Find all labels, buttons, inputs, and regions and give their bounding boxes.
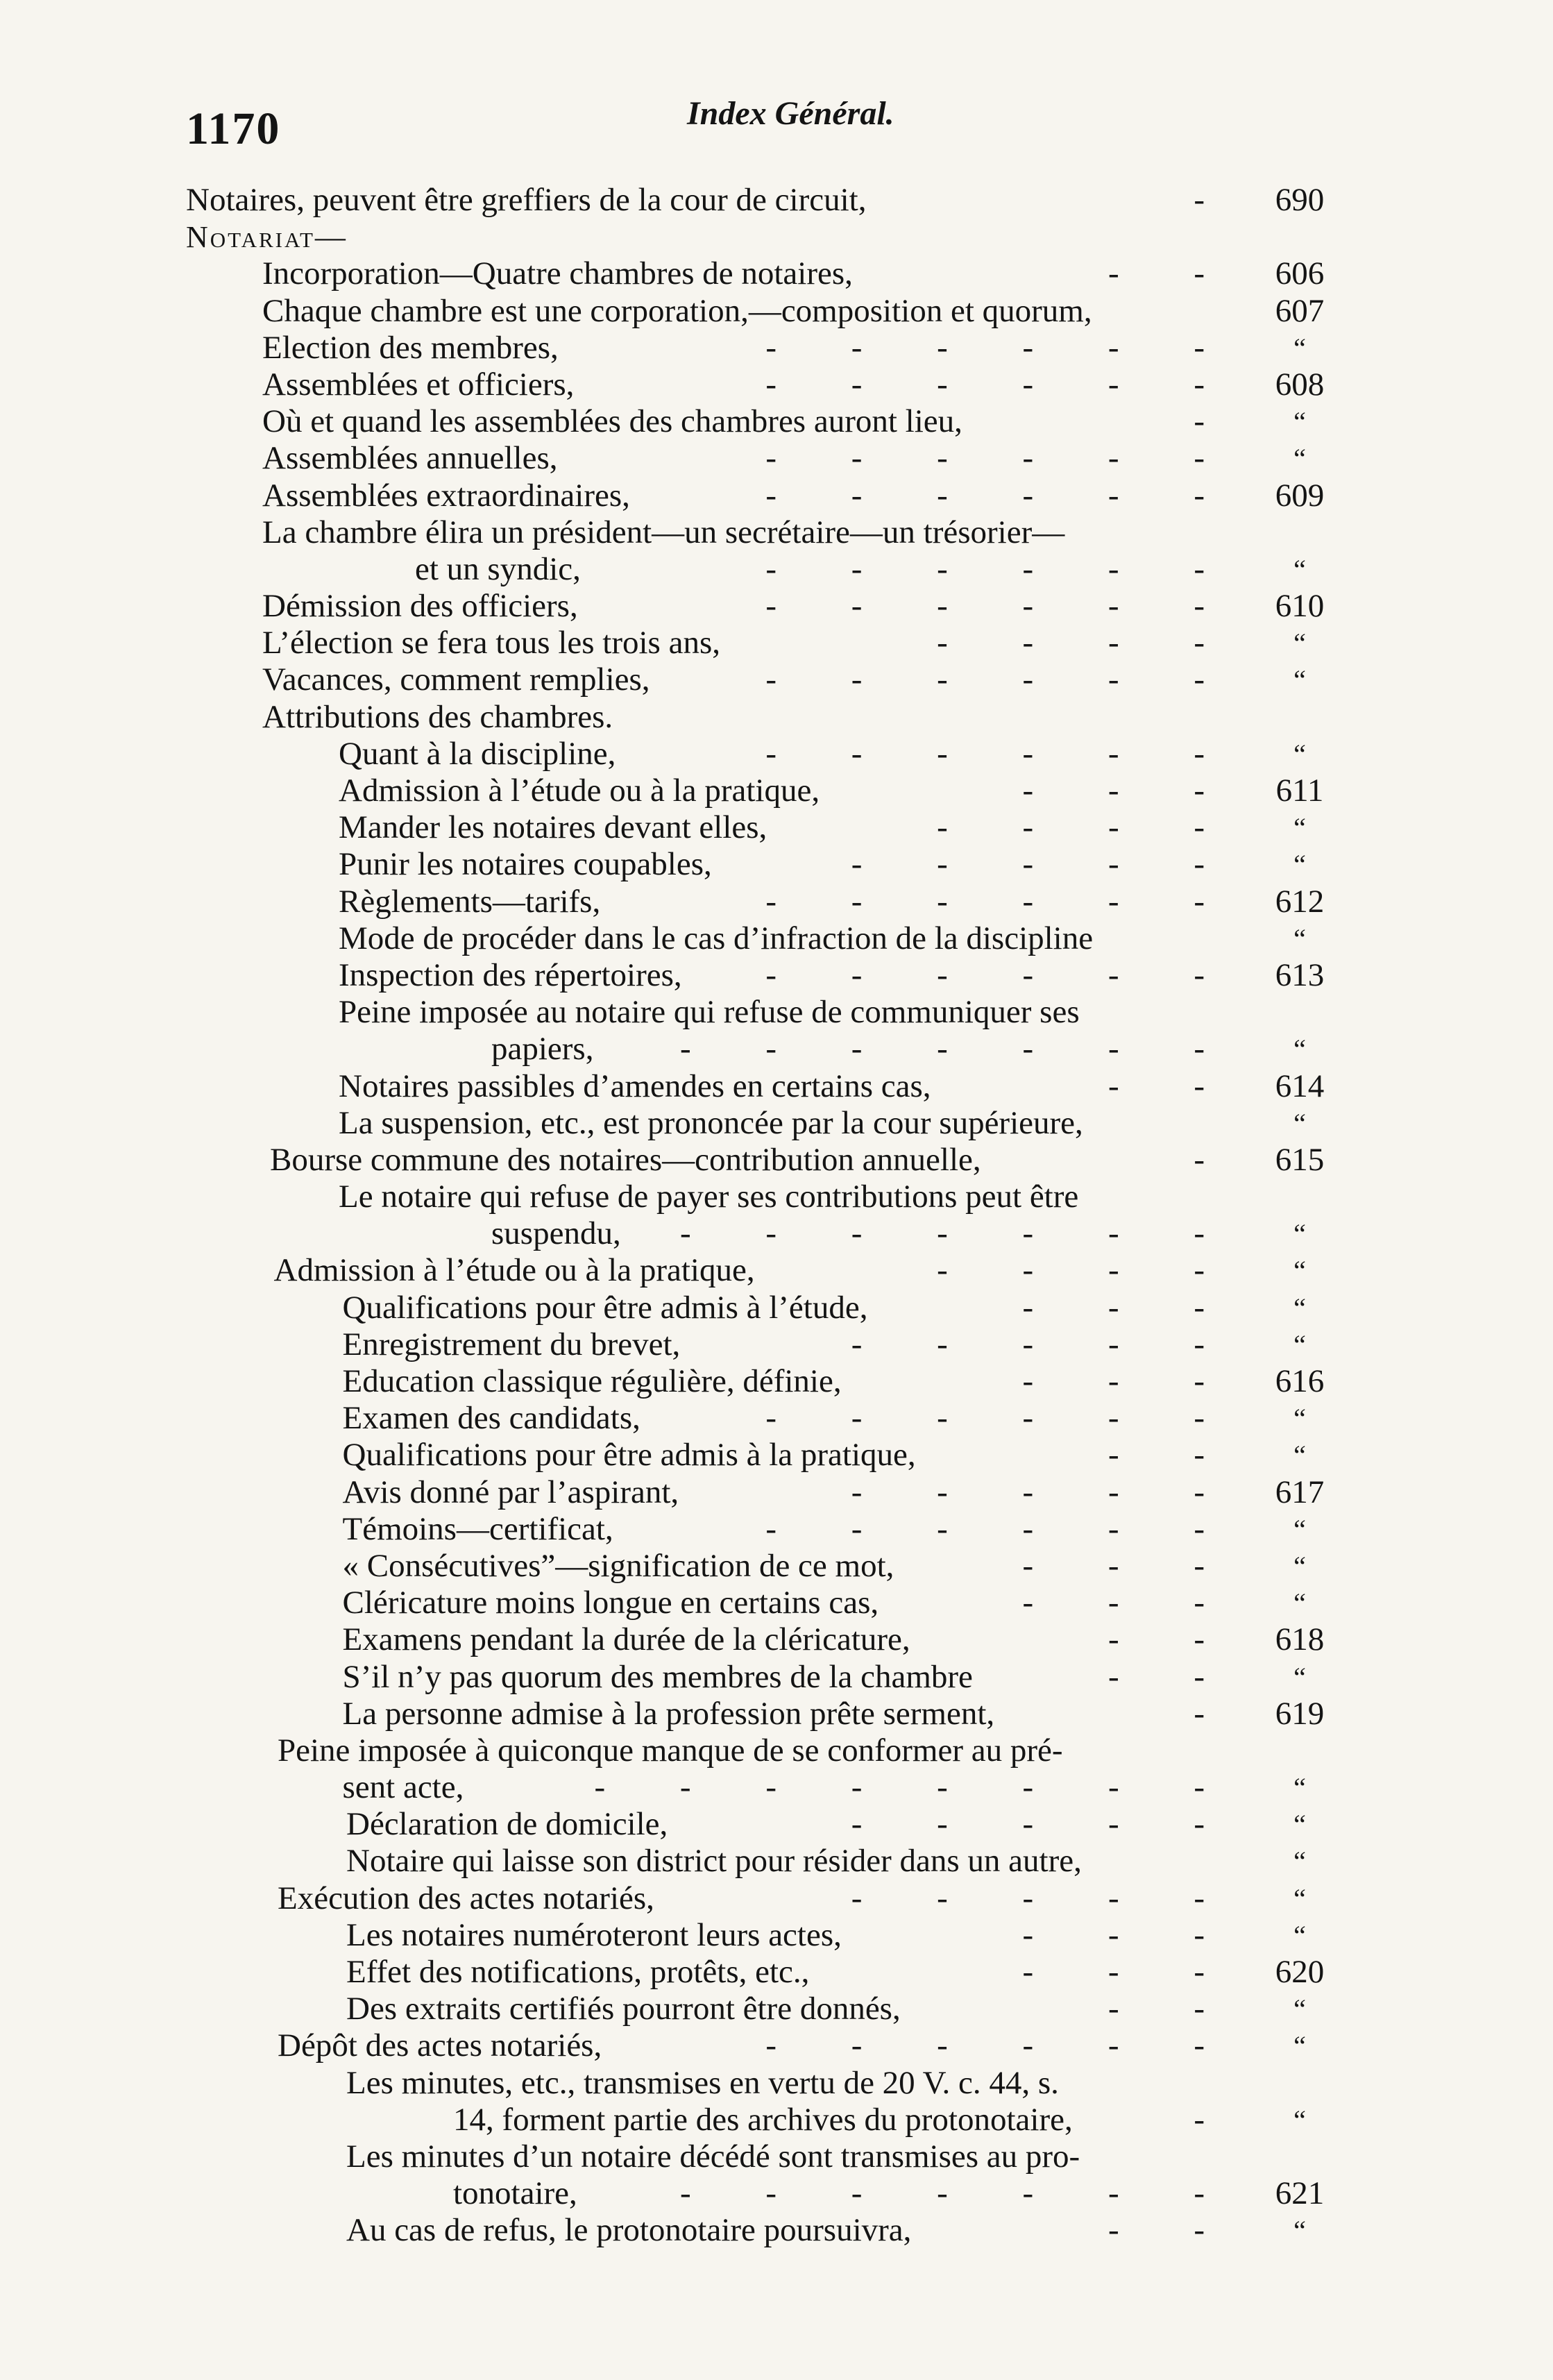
entry-text: Les minutes d’un notaire décédé sont transmises au pro- <box>346 2138 1080 2175</box>
entry-text: Assemblées extraordinaires, <box>262 477 630 514</box>
leader-dashes: - - - - - <box>851 1474 1206 1510</box>
index-entry <box>186 588 1352 625</box>
ditto-mark: “ <box>1293 1033 1306 1065</box>
entry-text: S’il n’y pas quorum des membres de la chambre <box>342 1658 973 1695</box>
index-entry <box>186 846 1352 883</box>
page-reference: 611 <box>1275 773 1324 809</box>
ditto-mark: “ <box>1293 2104 1306 2136</box>
leader-dashes: - - - - - <box>851 1880 1206 1916</box>
index-entry <box>186 1843 1352 1880</box>
page-reference: 690 <box>1275 182 1325 218</box>
page-reference: 613 <box>1275 956 1325 993</box>
leader-dashes: - - <box>1108 1658 1206 1695</box>
ditto-mark: “ <box>1293 443 1306 475</box>
leader-dashes: - - <box>1108 255 1206 292</box>
index-entry <box>186 1621 1352 1658</box>
entry-text: Education classique régulière, définie, <box>342 1363 842 1399</box>
leader-dashes: - - - - - - - <box>679 1031 1206 1067</box>
entry-text: Vacances, comment remplies, <box>262 661 650 698</box>
leader-dashes: - - - - <box>937 625 1206 661</box>
index-entry <box>186 403 1352 440</box>
leader-dashes: - - <box>1108 1991 1206 2027</box>
entry-text: Les notaires numéroteront leurs actes, <box>346 1916 842 1953</box>
leader-dashes: - - - - - <box>851 1326 1206 1362</box>
leader-dashes: - - - <box>1022 1289 1206 1326</box>
ditto-mark: “ <box>1293 332 1306 364</box>
entry-text: Où et quand les assemblées des chambres auront lieu, <box>262 403 962 440</box>
index-entry <box>186 2212 1352 2249</box>
ditto-mark: “ <box>1293 1772 1306 1804</box>
ditto-mark: “ <box>1293 1846 1306 1877</box>
ditto-mark: “ <box>1293 664 1306 696</box>
index-entry <box>186 1290 1352 1326</box>
entry-text: Au cas de refus, le protonotaire poursuivra, <box>346 2212 912 2249</box>
entry-text: Examens pendant la durée de la cléricature, <box>342 1621 910 1658</box>
page-reference: 614 <box>1275 1067 1325 1104</box>
index-entry <box>186 1400 1352 1437</box>
ditto-mark: “ <box>1293 406 1306 438</box>
leader-dashes: - - - - - - <box>765 2027 1206 2064</box>
index-entry <box>186 1031 1352 1067</box>
leader-dashes: - - - - - - <box>765 440 1206 477</box>
ditto-mark: “ <box>1293 1587 1306 1619</box>
ditto-mark: “ <box>1293 553 1306 585</box>
entry-text: La suspension, etc., est prononcée par la cour supérieure, <box>339 1104 1083 1141</box>
entry-text: Notaires passibles d’amendes en certains cas, <box>339 1067 931 1104</box>
entry-text: La chambre élira un président—un secrétaire—un trésorier— <box>262 514 1065 550</box>
index-entry <box>186 1068 1352 1105</box>
leader-dashes: - - <box>1108 2212 1206 2249</box>
leader-dashes: - - - - - - <box>765 883 1206 920</box>
page-reference: 619 <box>1275 1695 1325 1732</box>
leader-dashes: - - - - - - <box>765 588 1206 625</box>
entry-text: Règlements—tarifs, <box>339 883 601 920</box>
index-entry <box>186 1696 1352 1732</box>
entry-text: Mander les notaires devant elles, <box>339 809 767 846</box>
leader-dashes: - - <box>1108 1621 1206 1658</box>
index-entry <box>186 219 1352 255</box>
index-entry <box>186 2138 1352 2175</box>
leader-dashes: - <box>1194 182 1206 218</box>
leader-dashes: - - - - - - <box>765 661 1206 698</box>
leader-dashes: - - - - - - <box>765 1510 1206 1547</box>
entry-text: Témoins—certificat, <box>342 1510 613 1547</box>
index-entry <box>186 1769 1352 1806</box>
leader-dashes: - - - <box>1022 1954 1206 1990</box>
index-entry <box>186 2065 1352 2102</box>
entry-text: Des extraits certifiés pourront être donnés, <box>346 1991 901 2027</box>
index-entry <box>186 293 1352 330</box>
page-reference: 610 <box>1275 588 1325 625</box>
index-entry <box>186 1437 1352 1474</box>
page-reference: 616 <box>1275 1363 1325 1399</box>
leader-dashes: - - <box>1108 1067 1206 1104</box>
page-reference: 620 <box>1275 1954 1325 1990</box>
entry-text: Examen des candidats, <box>342 1400 640 1437</box>
entry-text: Effet des notifications, protêts, etc., <box>346 1954 810 1990</box>
page-number: 1170 <box>186 103 281 154</box>
index-entry <box>186 478 1352 514</box>
index-entry <box>186 1142 1352 1179</box>
entry-text: Qualifications pour être admis à l’étude, <box>342 1289 868 1326</box>
ditto-mark: “ <box>1293 1292 1306 1324</box>
entry-text: Admission à l’étude ou à la pratique, <box>273 1252 755 1289</box>
entry-text: Notaire qui laisse son district pour résider dans un autre, <box>346 1843 1082 1880</box>
page-reference: 608 <box>1275 366 1325 403</box>
index-entry <box>186 699 1352 736</box>
ditto-mark: “ <box>1293 1440 1306 1471</box>
leader-dashes: - - - - - <box>851 1806 1206 1843</box>
ditto-mark: “ <box>1293 1993 1306 2025</box>
entry-text: Qualifications pour être admis à la pratique, <box>342 1437 916 1474</box>
leader-dashes: - - - - - - <box>765 366 1206 403</box>
ditto-mark: “ <box>1293 849 1306 881</box>
leader-dashes: - - - - <box>937 809 1206 846</box>
leader-dashes: - <box>1194 2101 1206 2138</box>
index-entry <box>186 773 1352 809</box>
index-entry <box>186 330 1352 366</box>
entry-text: Chaque chambre est une corporation,—composition et quorum, <box>262 292 1092 329</box>
index-entry <box>186 994 1352 1031</box>
page-reference: 607 <box>1275 292 1325 329</box>
ditto-mark: “ <box>1293 1328 1306 1360</box>
entry-text: Incorporation—Quatre chambres de notaires, <box>262 255 853 292</box>
leader-dashes: - - - - - <box>851 846 1206 883</box>
page-reference: 618 <box>1275 1621 1325 1658</box>
entry-text: Dépôt des actes notariés, <box>278 2027 602 2064</box>
ditto-mark: “ <box>1293 1882 1306 1914</box>
ditto-mark: “ <box>1293 1661 1306 1693</box>
entry-text: Bourse commune des notaires—contribution annuelle, <box>270 1141 981 1178</box>
ditto-mark: “ <box>1293 1919 1306 1951</box>
ditto-mark: “ <box>1293 1218 1306 1250</box>
entry-text: 14, forment partie des archives du protonotaire, <box>453 2101 1073 2138</box>
index-entry <box>186 1252 1352 1289</box>
leader-dashes: - - - <box>1022 1916 1206 1953</box>
entry-text: Avis donné par l’aspirant, <box>342 1474 679 1510</box>
entry-text: Admission à l’étude ou à la pratique, <box>339 773 820 809</box>
index-entry <box>186 1585 1352 1621</box>
entry-text: Peine imposée au notaire qui refuse de communiquer ses <box>339 994 1080 1031</box>
ditto-mark: “ <box>1293 922 1306 954</box>
leader-dashes: - - - - - - - <box>679 1215 1206 1252</box>
entry-text: sent acte, <box>342 1769 464 1806</box>
entry-text: Démission des officiers, <box>262 588 578 625</box>
index-entry <box>186 920 1352 957</box>
index-entry <box>186 736 1352 773</box>
entry-text: tonotaire, <box>453 2175 577 2212</box>
index-entry <box>186 2027 1352 2064</box>
entry-text: suspendu, <box>491 1215 621 1252</box>
index-entry <box>186 1917 1352 1954</box>
leader-dashes: - - - - - - <box>765 550 1206 587</box>
index-entry <box>186 255 1352 292</box>
leader-dashes: - <box>1194 1695 1206 1732</box>
entry-text: Notariat— <box>186 220 348 255</box>
entry-text: Election des membres, <box>262 329 559 366</box>
page-reference: 615 <box>1275 1141 1325 1178</box>
index-entry <box>186 2175 1352 2212</box>
ditto-mark: “ <box>1293 1255 1306 1287</box>
index-entry <box>186 1511 1352 1548</box>
page-reference: 617 <box>1275 1474 1325 1510</box>
ditto-mark: “ <box>1293 1809 1306 1841</box>
leader-dashes: - <box>1194 1141 1206 1178</box>
entry-text: « Consécutives”—signification de ce mot, <box>342 1547 894 1584</box>
ditto-mark: “ <box>1293 2030 1306 2062</box>
entry-text: Assemblées et officiers, <box>262 366 575 403</box>
entry-text: Le notaire qui refuse de payer ses contributions peut être <box>339 1179 1079 1215</box>
index-entry <box>186 1732 1352 1769</box>
leader-dashes: - - - - <box>937 1252 1206 1289</box>
ditto-mark: “ <box>1293 1403 1306 1435</box>
page-reference: 612 <box>1275 883 1325 920</box>
index-entry <box>186 1548 1352 1585</box>
index-entry <box>186 1474 1352 1511</box>
index-entry <box>186 1179 1352 1215</box>
entry-text: Quant à la discipline, <box>339 735 616 772</box>
ditto-mark: “ <box>1293 1550 1306 1582</box>
entry-text: Assemblées annuelles, <box>262 440 558 477</box>
index-entry <box>186 440 1352 477</box>
leader-dashes: - - - <box>1022 1585 1206 1621</box>
index-entry <box>186 1991 1352 2027</box>
entry-text: papiers, <box>491 1031 594 1067</box>
index-entry <box>186 1880 1352 1917</box>
entry-text: Enregistrement du brevet, <box>342 1326 681 1362</box>
entry-text: Mode de procéder dans le cas d’infraction de la discipline <box>339 920 1094 956</box>
index-entry <box>186 2102 1352 2138</box>
index-entry <box>186 1215 1352 1252</box>
entry-text: Déclaration de domicile, <box>346 1806 668 1843</box>
running-title: Index Général. <box>687 95 894 132</box>
index-entry <box>186 661 1352 698</box>
leader-dashes: - - - - - - <box>765 477 1206 514</box>
entry-text: Attributions des chambres. <box>262 698 613 735</box>
index-entry <box>186 625 1352 661</box>
entry-text: Peine imposée à quiconque manque de se conformer au pré- <box>278 1732 1063 1769</box>
ditto-mark: “ <box>1293 738 1306 770</box>
leader-dashes: - - - - - - <box>765 956 1206 993</box>
ditto-mark: “ <box>1293 1513 1306 1545</box>
leader-dashes: - - <box>1108 1437 1206 1474</box>
index-entry <box>186 551 1352 588</box>
ditto-mark: “ <box>1293 812 1306 844</box>
page-reference: 606 <box>1275 255 1325 292</box>
ditto-mark: “ <box>1293 627 1306 659</box>
page-reference: 609 <box>1275 477 1325 514</box>
ditto-mark: “ <box>1293 2215 1306 2247</box>
index-entry <box>186 182 1352 219</box>
entry-text: Les minutes, etc., transmises en vertu de 20 V. c. 44, s. <box>346 2064 1059 2101</box>
entry-text: L’élection se fera tous les trois ans, <box>262 625 720 661</box>
index-entry <box>186 514 1352 551</box>
leader-dashes: - - - <box>1022 1363 1206 1399</box>
index-entry <box>186 1326 1352 1363</box>
index-entry <box>186 366 1352 403</box>
index-entry <box>186 1659 1352 1696</box>
entry-text: Punir les notaires coupables, <box>339 846 712 883</box>
entry-text: Inspection des répertoires, <box>339 956 682 993</box>
index-entry <box>186 1363 1352 1400</box>
entry-text: Notaires, peuvent être greffiers de la cour de circuit, <box>186 182 867 218</box>
index-entry <box>186 1105 1352 1142</box>
leader-dashes: - <box>1194 403 1206 440</box>
leader-dashes: - - - - - - <box>765 1400 1206 1437</box>
leader-dashes: - - - - - - <box>765 735 1206 772</box>
entry-text: et un syndic, <box>415 550 581 587</box>
leader-dashes: - - - <box>1022 773 1206 809</box>
entry-text: Exécution des actes notariés, <box>278 1880 654 1916</box>
entry-text: La personne admise à la profession prête serment, <box>342 1695 995 1732</box>
ditto-mark: “ <box>1293 1107 1306 1139</box>
index-entries <box>186 182 1352 2250</box>
index-entry <box>186 1806 1352 1843</box>
leader-dashes: - - - - - - - <box>679 2175 1206 2212</box>
index-entry <box>186 957 1352 994</box>
leader-dashes: - - - - - - <box>765 329 1206 366</box>
leader-dashes: - - - - - - - - <box>594 1769 1206 1806</box>
index-entry <box>186 1954 1352 1991</box>
entry-text: Cléricature moins longue en certains cas, <box>342 1585 879 1621</box>
index-entry <box>186 884 1352 920</box>
leader-dashes: - - - <box>1022 1547 1206 1584</box>
index-entry <box>186 809 1352 846</box>
page-reference: 621 <box>1275 2175 1325 2212</box>
